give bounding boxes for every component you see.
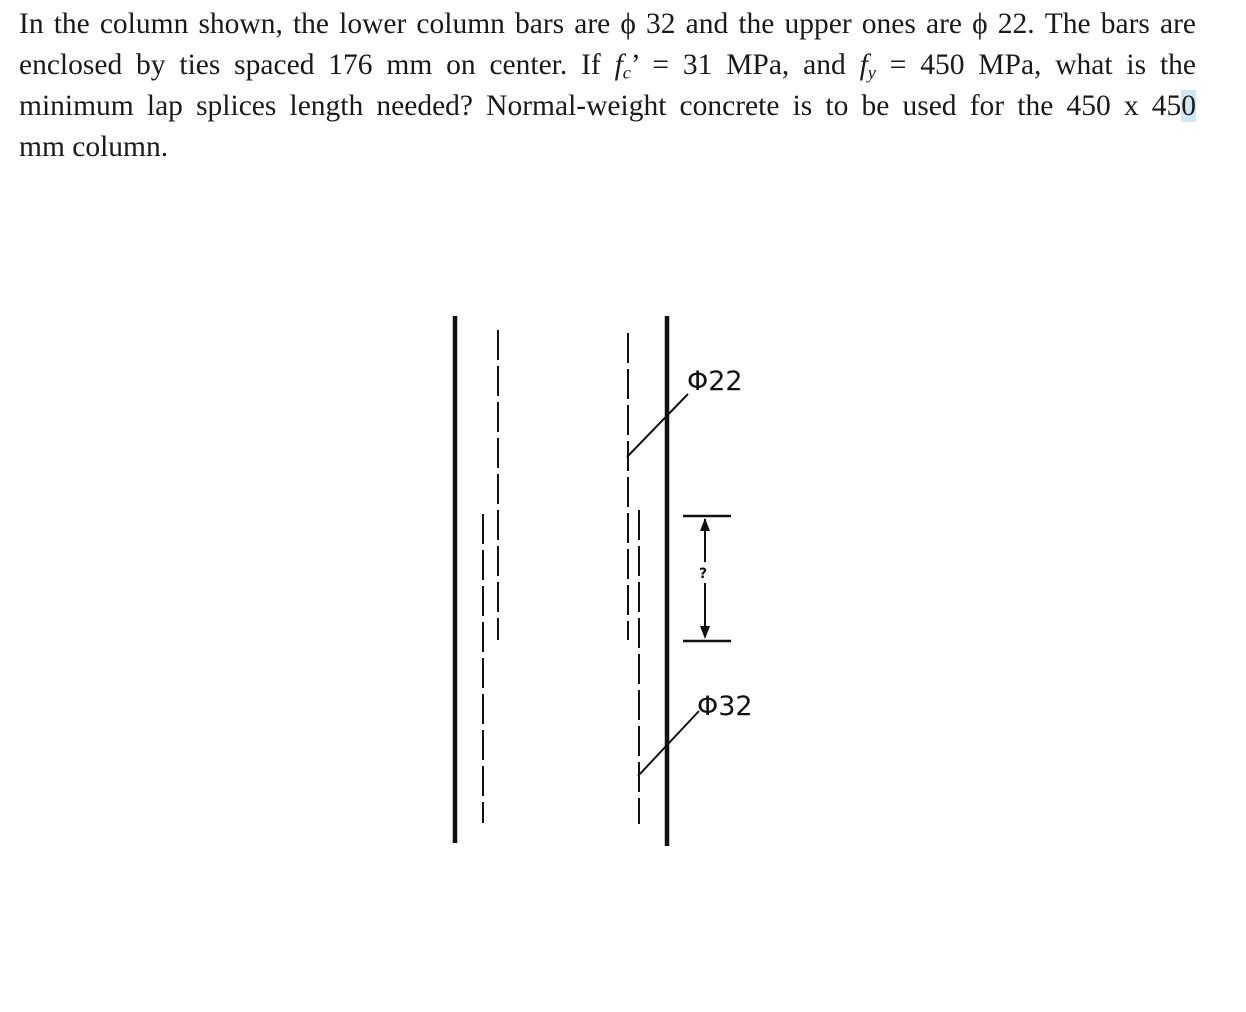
problem-line-3-text: minimum lap splices length needed? Normal-weight concrete is to be used for the 450 x 45 <box>19 90 1182 122</box>
problem-line-2-start: enclosed by ties spaced 176 mm on center. If <box>19 49 615 81</box>
fc-symbol: f <box>614 49 623 81</box>
fy-symbol: f <box>859 49 868 81</box>
upper-bar-label: Φ22 <box>687 366 743 397</box>
upper-bar-bend <box>627 394 688 457</box>
problem-line-1: In the column shown, the lower column bars are ϕ 32 and the upper ones are ϕ 22. The bars are <box>19 8 1196 40</box>
lower-bar-label: Φ32 <box>697 691 753 722</box>
dimension-arrow-down <box>700 626 710 639</box>
problem-line-4: mm column. <box>19 131 169 163</box>
fy-subscript: y <box>867 62 876 83</box>
problem-line-2-end: = 450 MPa, what is the <box>875 49 1196 81</box>
text-selection-highlight[interactable]: 0 <box>1181 90 1196 122</box>
splice-length-label: ? <box>699 566 708 582</box>
problem-line-2-mid: ’ = 31 MPa, and <box>630 49 860 81</box>
fc-subscript: c <box>622 62 631 83</box>
dimension-arrow-up <box>700 518 710 531</box>
